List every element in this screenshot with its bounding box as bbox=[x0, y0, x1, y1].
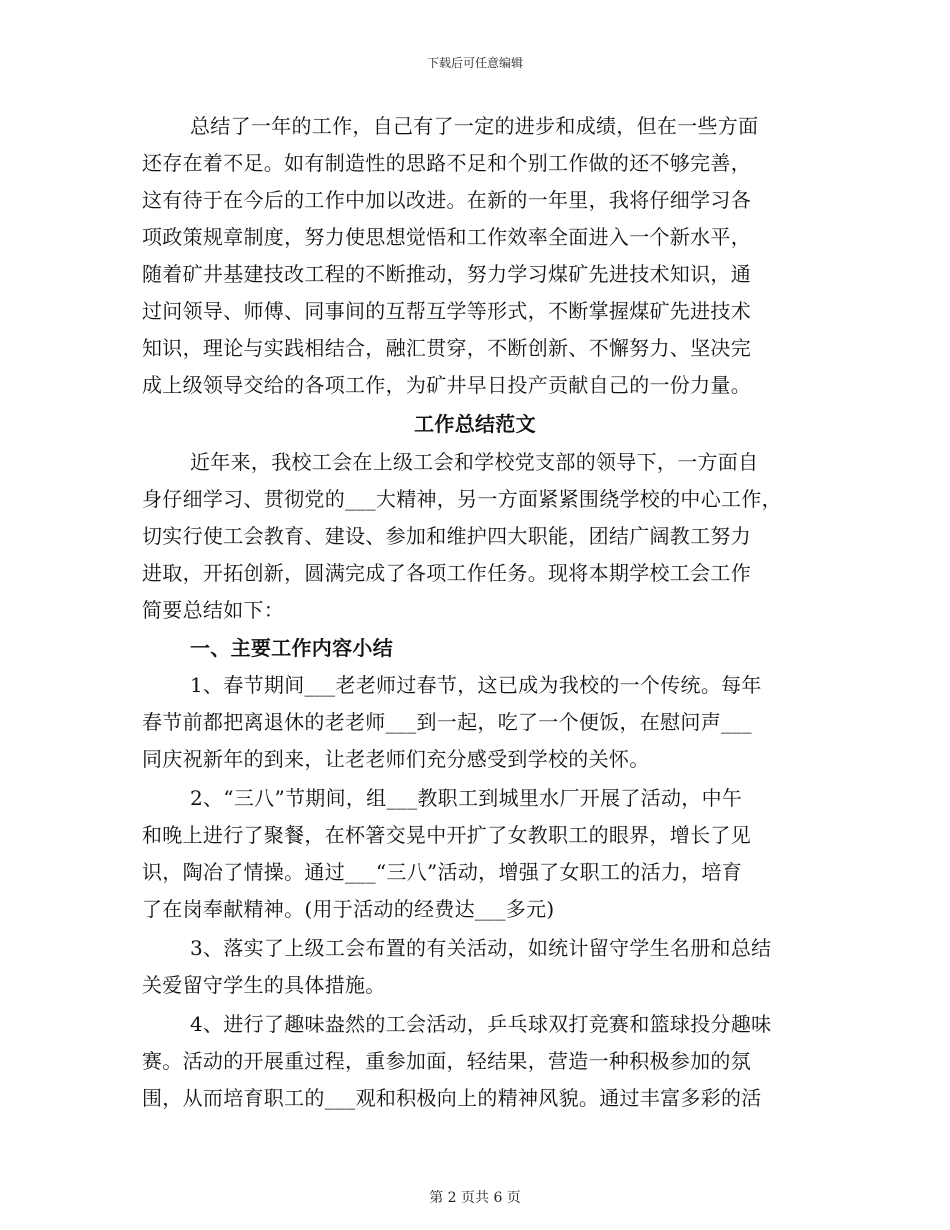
paragraph-line: 赛。活动的开展重过程，重参加面，轻结果，营造一种积极参加的氛 bbox=[142, 1049, 751, 1073]
paragraph-line: 这有待于在今后的工作中加以改进。在新的一年里，我将仔细学习各 bbox=[142, 188, 751, 212]
paragraph-line: 项政策规章制度，努力使思想觉悟和工作效率全面进入一个新水平， bbox=[142, 225, 751, 249]
paragraph-line: 随着矿井基建技改工程的不断推动，努力学习煤矿先进技术知识，通 bbox=[142, 262, 751, 286]
paragraph-line: 同庆祝新年的到来，让老老师们充分感受到学校的关怀。 bbox=[142, 747, 650, 771]
paragraph-line: 过问领导、师傅、同事间的互帮互学等形式，不断掌握煤矿先进技术 bbox=[142, 299, 751, 323]
paragraph-line: 身仔细学习、贯彻党的___大精神，另一方面紧紧围绕学校的中心工作， bbox=[142, 487, 782, 511]
paragraph-line: 进取，开拓创新，圆满完成了各项工作任务。现将本期学校工会工作 bbox=[142, 561, 751, 585]
paragraph-line: 和晚上进行了聚餐，在杯箸交晃中开扩了女教职工的眼界，增长了见 bbox=[142, 823, 751, 847]
paragraph-line: 成上级领导交给的各项工作，为矿井早日投产贡献自己的一份力量。 bbox=[142, 373, 751, 397]
paragraph-line: 春节前都把离退休的老老师___到一起，吃了一个便饭，在慰问声___ bbox=[142, 710, 752, 734]
paragraph-line: 知识，理论与实践相结合，融汇贯穿，不断创新、不懈努力、坚决完 bbox=[142, 336, 751, 360]
page-footer: 第 2 页共 6 页 bbox=[429, 1190, 521, 1206]
section-title: 工作总结范文 bbox=[414, 412, 536, 436]
paragraph-line: 总结了一年的工作，自己有了一定的进步和成绩，但在一些方面 bbox=[190, 114, 759, 138]
paragraph-line: 1、春节期间___老老师过春节，这已成为我校的一个传统。每年 bbox=[190, 673, 762, 697]
paragraph-line: 识，陶冶了情操。通过___“三八”活动，增强了女职工的活力，培育 bbox=[142, 860, 743, 884]
paragraph-line: 3、落实了上级工会布置的有关活动，如统计留守学生名册和总结 bbox=[190, 936, 772, 960]
paragraph-line: 近年来，我校工会在上级工会和学校党支部的领导下，一方面自 bbox=[190, 450, 759, 474]
paragraph-line: 了在岗奉献精神。(用于活动的经费达___多元) bbox=[142, 897, 555, 921]
paragraph-line: 还存在着不足。如有制造性的思路不足和个别工作做的还不够完善， bbox=[142, 151, 751, 175]
page-header: 下载后可任意编辑 bbox=[426, 56, 523, 70]
paragraph-line: 关爱留守学生的具体措施。 bbox=[142, 973, 386, 997]
paragraph-line: 围，从而培育职工的___观和积极向上的精神风貌。通过丰富多彩的活 bbox=[142, 1086, 762, 1110]
paragraph-line: 2、“三八”节期间，组___教职工到城里水厂开展了活动，中午 bbox=[190, 786, 743, 810]
paragraph-line: 简要总结如下： bbox=[142, 598, 285, 622]
paragraph-line: 4、进行了趣味盎然的工会活动，乒乓球双打竞赛和篮球投分趣味 bbox=[190, 1012, 772, 1036]
subsection-heading: 一、主要工作内容小结 bbox=[190, 636, 393, 660]
paragraph-line: 切实行使工会教育、建设、参加和维护四大职能，团结广阔教工努力 bbox=[142, 524, 751, 548]
